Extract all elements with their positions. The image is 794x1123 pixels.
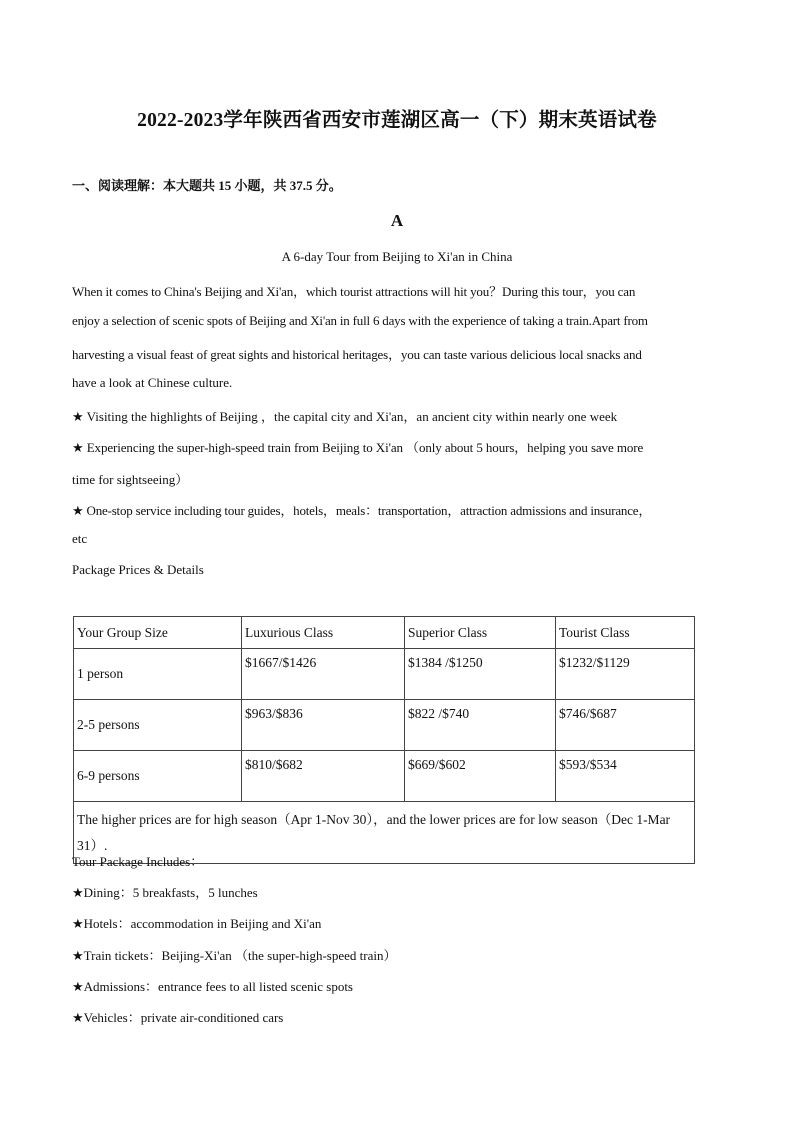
table-cell: $669/$602	[405, 751, 556, 802]
highlight-line: etc	[72, 531, 88, 546]
table-cell: $1232/$1129	[556, 649, 695, 700]
includes-item: ★Vehicles：private air-conditioned cars	[72, 1010, 284, 1025]
table-header-cell: Your Group Size	[74, 617, 242, 649]
intro-line: When it comes to China's Beijing and Xi'an，which tourist attractions will hit you？During this tour，you can	[72, 284, 636, 299]
includes-heading: Tour Package Includes：	[72, 854, 204, 869]
intro-line: have a look at Chinese culture.	[72, 375, 233, 390]
table-cell: $1384 /$1250	[405, 649, 556, 700]
table-cell: $963/$836	[242, 700, 405, 751]
table-cell: $810/$682	[242, 751, 405, 802]
highlight-line: ★ Visiting the highlights of Beijing ，the capital city and Xi'an，an ancient city within nearly one week	[72, 409, 618, 424]
highlight-line: time for sightseeing）	[72, 472, 189, 487]
includes-item: ★Dining：5 breakfasts，5 lunches	[72, 885, 258, 900]
includes-item: ★Admissions：entrance fees to all listed scenic spots	[72, 979, 353, 994]
package-heading: Package Prices & Details	[72, 562, 204, 577]
table-row	[74, 700, 695, 751]
table-cell: 1 person	[74, 649, 242, 700]
table-note: The higher prices are for high season（Apr 1-Nov 30），and the lower prices are for low season（Dec 1-Mar 31）.	[74, 802, 695, 864]
intro-line: harvesting a visual feast of great sights and historical heritages，you can taste various delicious local snacks and	[72, 347, 642, 362]
table-header-row	[74, 617, 695, 649]
table-cell: 6-9 persons	[74, 751, 242, 802]
table-row	[74, 649, 695, 700]
includes-item: ★Train tickets：Beijing-Xi'an （the super-high-speed train）	[72, 948, 397, 963]
table-header-cell: Luxurious Class	[242, 617, 405, 649]
highlight-line: ★ Experiencing the super-high-speed train from Beijing to Xi'an （only about 5 hours，helping you save more	[72, 440, 644, 455]
highlight-line: ★ One-stop service including tour guides，hotels，meals：transportation，attraction admissions and insurance，	[72, 503, 652, 518]
table-cell: $746/$687	[556, 700, 695, 751]
table-cell: $593/$534	[556, 751, 695, 802]
passage-letter: A	[390, 211, 404, 230]
exam-title: 2022-2023学年陕西省西安市莲湖区高一（下）期末英语试卷	[137, 110, 657, 131]
table-header-cell: Tourist Class	[556, 617, 695, 649]
price-table	[73, 616, 695, 864]
includes-item: ★Hotels：accommodation in Beijing and Xi'an	[72, 916, 322, 931]
intro-line: enjoy a selection of scenic spots of Beijing and Xi'an in full 6 days with the experience of taking a train.Apart from	[72, 313, 648, 328]
table-cell: 2-5 persons	[74, 700, 242, 751]
passage-subtitle: A 6-day Tour from Beijing to Xi'an in China	[281, 249, 513, 264]
table-header-cell: Superior Class	[405, 617, 556, 649]
table-cell: $1667/$1426	[242, 649, 405, 700]
table-row	[74, 751, 695, 802]
table-cell: $822 /$740	[405, 700, 556, 751]
section-heading: 一、阅读理解：本大题共 15 小题，共 37.5 分。	[72, 178, 342, 193]
